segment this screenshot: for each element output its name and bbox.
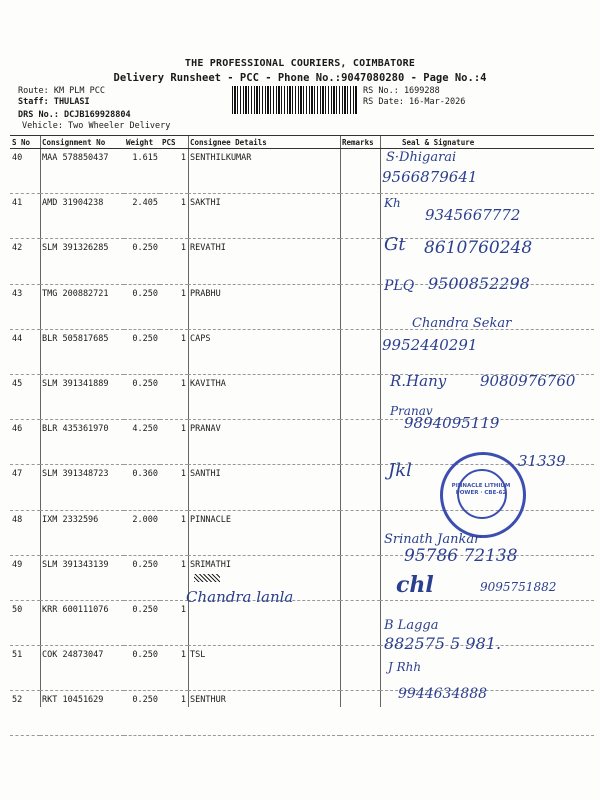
header-consignee: Consignee Details [188,136,340,149]
table-row [10,646,594,691]
handwritten-signature: Chandra Sekar [412,316,512,331]
consignee-cell: SANTHI [188,465,340,510]
weight-cell: 2.000 [124,510,160,555]
consignee-cell: KAVITHA [188,374,340,419]
handwritten-consignee: Chandra lanla [186,588,294,606]
handwritten-signature: PLQ [384,278,415,294]
sno-cell: 43 [10,284,40,329]
consignment-cell: MAA 578850437 [40,149,124,194]
consignment-cell: IXM 2332596 [40,510,124,555]
pcs-cell: 1 [160,555,188,600]
company-title: THE PROFESSIONAL COURIERS, COIMBATORE [184,58,416,69]
handwritten-signature: Gt [384,234,406,255]
sno-cell: 52 [10,691,40,736]
pcs-cell: 1 [160,691,188,736]
consignee-cell: PINNACLE [188,510,340,555]
pcs-cell: 1 [160,284,188,329]
handwritten-signature: Jkl [388,460,412,481]
vehicle: Vehicle: Two Wheeler Delivery [22,121,171,131]
table-row [10,329,594,374]
pcs-cell: 1 [160,374,188,419]
weight-cell: 2.405 [124,194,160,239]
remarks-cell [340,646,380,691]
table-header-row [10,136,594,149]
handwritten-phone: 9952440291 [382,336,478,354]
remarks-cell [340,149,380,194]
sno-cell: 45 [10,374,40,419]
pcs-cell: 1 [160,510,188,555]
sno-cell: 46 [10,420,40,465]
handwritten-phone: 9500852298 [428,274,530,293]
pcs-cell: 1 [160,420,188,465]
handwritten-phone: 9566879641 [382,168,478,186]
remarks-cell [340,465,380,510]
route: Route: KM PLM PCC [18,86,105,96]
consignment-cell: SLM 391341889 [40,374,124,419]
handwritten-phone: 9345667772 [425,206,521,224]
table-row [10,149,594,194]
header-remarks: Remarks [340,136,380,149]
pcs-cell: 1 [160,600,188,645]
header-weight: Weight [124,136,160,149]
remarks-cell [340,284,380,329]
staff: Staff: THULASI [18,97,90,107]
consignment-cell: SLM 391326285 [40,239,124,284]
weight-cell: 0.250 [124,691,160,736]
header-seal-signature: Seal & Signature [380,136,594,149]
weight-cell: 1.615 [124,149,160,194]
consignee-cell: TSL [188,646,340,691]
handwritten-phone: 95786 72138 [404,546,518,566]
remarks-cell [340,194,380,239]
drs-number: DRS No.: DCJB169928804 [18,110,131,120]
consignee-cell: SAKTHI [188,194,340,239]
weight-cell: 0.250 [124,646,160,691]
handwritten-signature: Srinath Jankar [384,532,481,547]
rs-date: RS Date: 16-Mar-2026 [363,97,466,107]
rs-number: RS No.: 1699288 [363,86,440,96]
table-row [10,691,594,736]
consignee-cell: REVATHI [188,239,340,284]
remarks-cell [340,329,380,374]
consignment-cell: SLM 391348723 [40,465,124,510]
weight-cell: 0.250 [124,374,160,419]
pcs-cell: 1 [160,239,188,284]
table-row [10,600,594,645]
remarks-cell [340,555,380,600]
consignment-cell: COK 24873047 [40,646,124,691]
stamp-text: PINNACLE LITHIUM POWER · CBE-62 [451,483,511,496]
handwritten-signature: S·Dhigarai [386,150,457,165]
consignment-cell: KRR 600111076 [40,600,124,645]
remarks-cell [340,374,380,419]
sno-cell: 51 [10,646,40,691]
handwritten-phone: 9894095119 [404,414,500,432]
consignment-cell: BLR 505817685 [40,329,124,374]
consignee-cell: SENTHUR [188,691,340,736]
header-sno: S No [10,136,40,149]
sno-cell: 40 [10,149,40,194]
handwritten-phone: 9944634888 [398,686,488,702]
consignment-cell: TMG 200882721 [40,284,124,329]
consignment-cell: SLM 391343139 [40,555,124,600]
handwritten-signature: B Lagga [384,618,439,633]
handwritten-phone: 8610760248 [424,238,533,258]
weight-cell: 0.250 [124,239,160,284]
handwritten-signature: Pranav [390,404,433,418]
remarks-cell [340,239,380,284]
runsheet-table [10,135,594,736]
pcs-cell: 1 [160,465,188,510]
pcs-cell: 1 [160,329,188,374]
handwritten-phone: 9095751882 [480,580,557,594]
sno-cell: 44 [10,329,40,374]
sno-cell: 41 [10,194,40,239]
header-consignment: Consignment No [40,136,124,149]
remarks-cell [340,691,380,736]
weight-cell: 0.250 [124,329,160,374]
runsheet-title: Delivery Runsheet - PCC - Phone No.:9047080280 - Page No.:4 [113,72,487,84]
handwritten-phone: 882575 5 981. [384,634,502,653]
sno-cell: 42 [10,239,40,284]
consignee-cell [188,600,340,645]
consignment-cell: AMD 31904238 [40,194,124,239]
remarks-cell [340,510,380,555]
sno-cell: 48 [10,510,40,555]
consignee-cell: SENTHILKUMAR [188,149,340,194]
weight-cell: 0.250 [124,284,160,329]
handwritten-signature: J Rhh [388,660,422,674]
sno-cell: 47 [10,465,40,510]
handwritten-phone: 31339 [518,452,566,470]
remarks-cell [340,420,380,465]
company-stamp [440,452,526,538]
barcode [232,86,358,114]
consignee-cell: CAPS [188,329,340,374]
sno-cell: 50 [10,600,40,645]
header-pcs: PCS [160,136,188,149]
consignee-cell: PRANAV [188,420,340,465]
consignee-cell: PRABHU [188,284,340,329]
handwritten-phone: 9080976760 [480,372,576,390]
pcs-cell: 1 [160,646,188,691]
weight-cell: 0.360 [124,465,160,510]
pcs-cell: 1 [160,149,188,194]
consignment-cell: RKT 10451629 [40,691,124,736]
struck-out-text [194,574,220,582]
handwritten-signature: R.Hany [390,372,447,390]
pcs-cell: 1 [160,194,188,239]
handwritten-signature: Kh [384,196,401,210]
weight-cell: 0.250 [124,600,160,645]
weight-cell: 4.250 [124,420,160,465]
remarks-cell [340,600,380,645]
handwritten-signature: chl [396,572,434,598]
sno-cell: 49 [10,555,40,600]
weight-cell: 0.250 [124,555,160,600]
consignee-cell: SRIMATHI [188,555,340,600]
consignment-cell: BLR 435361970 [40,420,124,465]
